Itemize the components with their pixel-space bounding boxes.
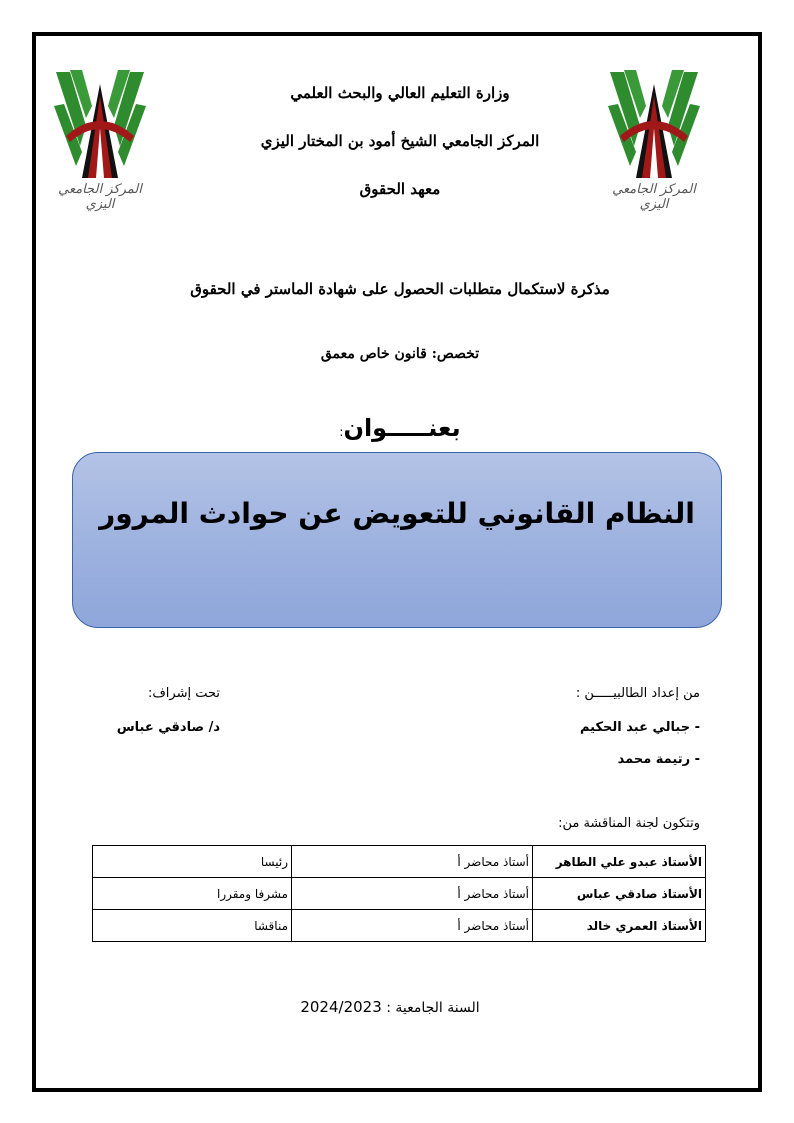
memo-description: مذكرة لاستكمال متطلبات الحصول على شهادة الماستر في الحقوق bbox=[190, 280, 610, 298]
prepared-by-label: من إعداد الطالبيـــــن : bbox=[575, 686, 700, 701]
title-heading bbox=[250, 414, 550, 442]
institute-name: معهد الحقوق bbox=[359, 180, 441, 198]
member-rank: أستاذ محاضر أ bbox=[292, 910, 533, 942]
member-role: مشرفا ومقررا bbox=[93, 878, 292, 910]
committee-table bbox=[92, 845, 706, 942]
academic-year-label: السنة الجامعية : bbox=[386, 1000, 480, 1016]
student-2: - رتيمة محمد bbox=[617, 752, 700, 767]
university-emblem-icon bbox=[606, 66, 702, 186]
supervisor-name: د/ صادقي عباس bbox=[116, 720, 220, 735]
university-emblem-icon bbox=[52, 66, 148, 186]
university-center-name: المركز الجامعي الشيخ أمود بن المختار اليزي bbox=[260, 132, 540, 150]
member-name: الأستاذ عبدو علي الطاهر bbox=[533, 846, 706, 878]
member-rank: أستاذ محاضر أ bbox=[292, 846, 533, 878]
title-colon: : bbox=[339, 425, 344, 439]
title-label: بعنـــــوان bbox=[343, 414, 461, 442]
member-rank: أستاذ محاضر أ bbox=[292, 878, 533, 910]
specialty: تخصص: قانون خاص معمق bbox=[320, 346, 480, 362]
thesis-title: النظام القانوني للتعويض عن حوادث المرور bbox=[99, 497, 695, 530]
ministry-name: وزارة التعليم العالي والبحث العلمي bbox=[290, 84, 510, 102]
member-name: الأستاذ العمري خالد bbox=[533, 910, 706, 942]
academic-year-value: 2024/2023 bbox=[300, 998, 382, 1016]
logo-caption: المركز الجامعي اليزي bbox=[612, 182, 696, 212]
member-role: مناقشا bbox=[93, 910, 292, 942]
logo-caption: المركز الجامعي اليزي bbox=[58, 182, 142, 212]
academic-year bbox=[240, 998, 540, 1016]
student-1: - جبالي عبد الحكيم bbox=[579, 720, 700, 735]
university-logo-right bbox=[606, 66, 702, 212]
table-row bbox=[93, 846, 706, 878]
table-row bbox=[93, 878, 706, 910]
supervision-label: تحت إشراف: bbox=[147, 686, 220, 701]
member-name: الأستاذ صادقي عباس bbox=[533, 878, 706, 910]
table-row bbox=[93, 910, 706, 942]
thesis-title-box bbox=[72, 452, 722, 628]
member-role: رئيسا bbox=[93, 846, 292, 878]
committee-label: وتتكون لجنة المناقشة من: bbox=[558, 816, 700, 831]
university-logo-left bbox=[52, 66, 148, 212]
